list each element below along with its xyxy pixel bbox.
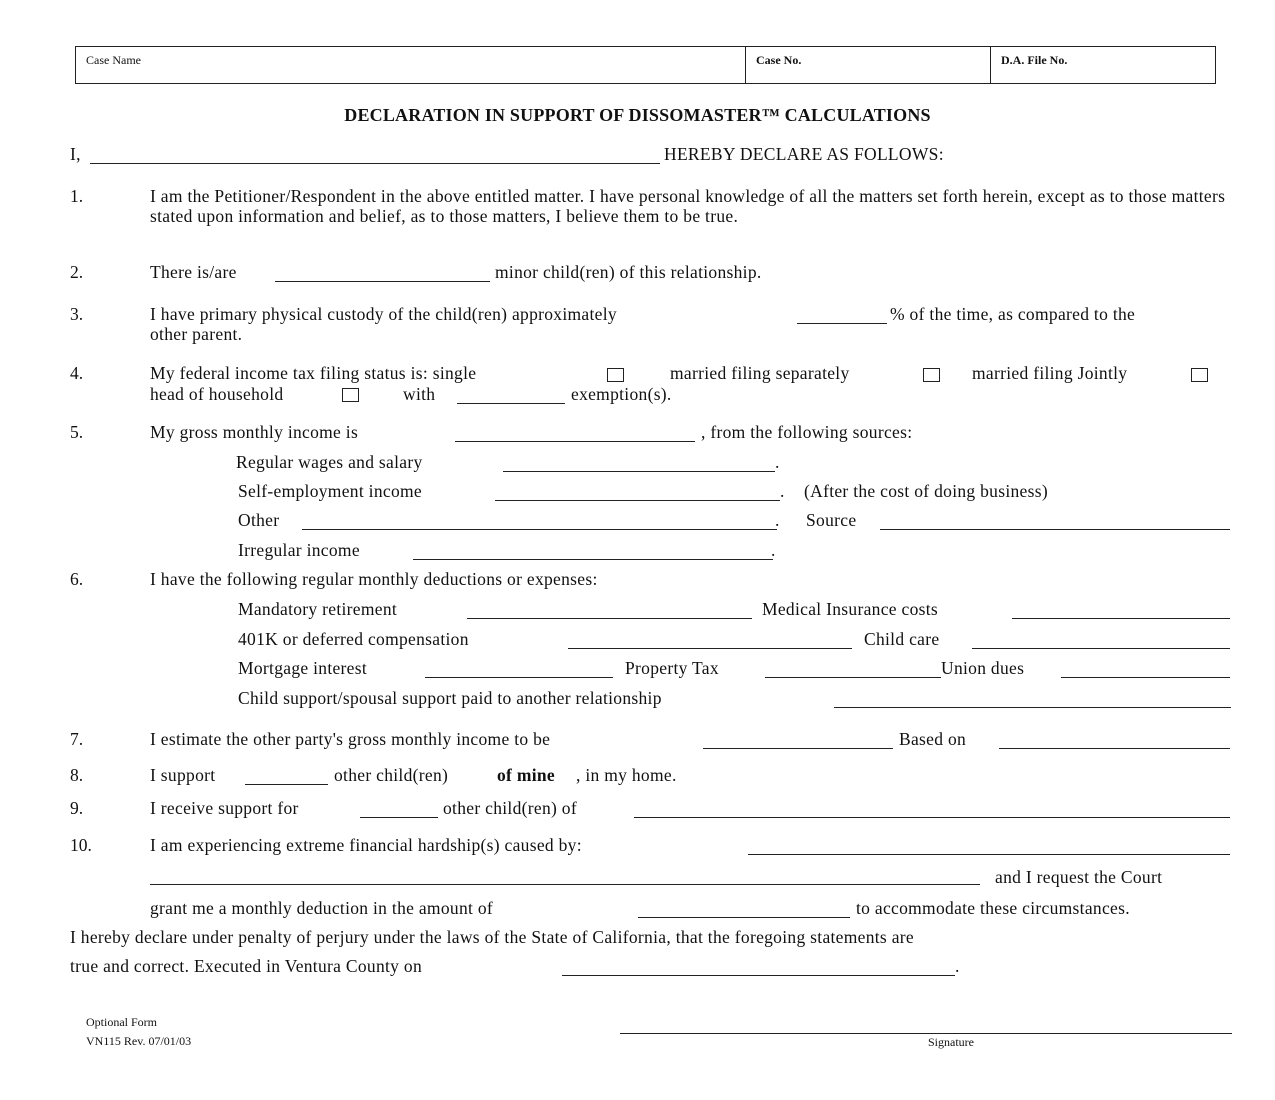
case-header-table bbox=[75, 46, 1216, 84]
irregular-income-period: . bbox=[771, 540, 776, 560]
item-6-text: I have the following regular monthly deductions or expenses: bbox=[150, 569, 598, 589]
item-5-text-a: My gross monthly income is bbox=[150, 422, 359, 442]
child-care-label: Child care bbox=[864, 629, 940, 649]
property-tax-line[interactable] bbox=[765, 677, 941, 678]
item-3-text-b: % of the time, as compared to the bbox=[890, 304, 1136, 324]
mortgage-interest-line[interactable] bbox=[425, 677, 613, 678]
hardship-cause-line-2[interactable] bbox=[150, 884, 980, 885]
other-parent-name-line[interactable] bbox=[634, 817, 1230, 818]
monthly-deduction-line[interactable] bbox=[638, 917, 850, 918]
custody-percent-line[interactable] bbox=[797, 323, 887, 324]
da-file-no-field[interactable] bbox=[990, 47, 1215, 83]
item-4-text-a: My federal income tax filing status is: single bbox=[150, 363, 477, 383]
other-income-period: . bbox=[775, 510, 780, 530]
item-10-text-b: and I request the Court bbox=[995, 867, 1163, 887]
item-10-text-d: to accommodate these circumstances. bbox=[856, 898, 1130, 918]
other-income-line[interactable] bbox=[302, 529, 777, 530]
exemptions-count-line[interactable] bbox=[457, 403, 565, 404]
minor-children-count-line[interactable] bbox=[275, 281, 490, 282]
item-2-text-b: minor child(ren) of this relationship. bbox=[495, 262, 762, 282]
self-employment-line[interactable] bbox=[495, 500, 780, 501]
item-3-text-c: other parent. bbox=[150, 324, 243, 344]
wages-label: Regular wages and salary bbox=[236, 452, 423, 472]
case-no-field[interactable] bbox=[745, 47, 990, 83]
form-number-label: VN115 Rev. 07/01/03 bbox=[86, 1034, 192, 1048]
union-dues-label: Union dues bbox=[941, 658, 1025, 678]
item-4-text-c: married filing Jointly bbox=[972, 363, 1128, 383]
child-care-line[interactable] bbox=[972, 648, 1230, 649]
item-6-number: 6. bbox=[70, 569, 84, 589]
case-name-label: Case Name bbox=[86, 53, 141, 67]
intro-prefix: I, bbox=[70, 144, 81, 164]
signature-line[interactable] bbox=[620, 1033, 1232, 1034]
mandatory-retirement-label: Mandatory retirement bbox=[238, 599, 398, 619]
case-name-field[interactable] bbox=[76, 47, 745, 83]
mortgage-interest-label: Mortgage interest bbox=[238, 658, 368, 678]
item-10-number: 10. bbox=[70, 835, 92, 855]
self-employment-label: Self-employment income bbox=[238, 481, 422, 501]
item-4-text-d: head of household bbox=[150, 384, 284, 404]
intro-suffix: HEREBY DECLARE AS FOLLOWS: bbox=[664, 144, 944, 164]
gross-income-line[interactable] bbox=[455, 441, 695, 442]
self-employment-note: (After the cost of doing business) bbox=[804, 481, 1048, 501]
wages-period: . bbox=[775, 452, 780, 472]
based-on-line[interactable] bbox=[999, 748, 1230, 749]
head-of-household-checkbox[interactable] bbox=[342, 388, 359, 402]
single-checkbox[interactable] bbox=[607, 368, 624, 382]
hardship-cause-line-1[interactable] bbox=[748, 854, 1230, 855]
item-8-text-d: , in my home. bbox=[576, 765, 677, 785]
perjury-statement-line-2: true and correct. Executed in Ventura County on bbox=[70, 956, 422, 976]
child-support-paid-label: Child support/spousal support paid to another relationship bbox=[238, 688, 662, 708]
irregular-income-line[interactable] bbox=[413, 559, 773, 560]
item-2-number: 2. bbox=[70, 262, 84, 282]
deferred-comp-line[interactable] bbox=[568, 648, 852, 649]
case-no-label: Case No. bbox=[756, 53, 802, 67]
deferred-comp-label: 401K or deferred compensation bbox=[238, 629, 469, 649]
item-7-text-a: I estimate the other party's gross monthly income to be bbox=[150, 729, 551, 749]
signature-label: Signature bbox=[928, 1035, 974, 1049]
item-1-number: 1. bbox=[70, 186, 84, 206]
medical-insurance-line[interactable] bbox=[1012, 618, 1230, 619]
item-3-text-a: I have primary physical custody of the child(ren) approximately bbox=[150, 304, 617, 324]
item-4-number: 4. bbox=[70, 363, 84, 383]
item-5-number: 5. bbox=[70, 422, 84, 442]
children-receiving-support-line[interactable] bbox=[360, 817, 438, 818]
optional-form-label: Optional Form bbox=[86, 1015, 157, 1029]
other-income-label: Other bbox=[238, 510, 280, 530]
item-8-text-b: other child(ren) bbox=[334, 765, 449, 785]
item-4-text-b: married filing separately bbox=[670, 363, 850, 383]
source-label: Source bbox=[806, 510, 857, 530]
item-8-text-c: of mine bbox=[497, 765, 555, 785]
item-7-number: 7. bbox=[70, 729, 84, 749]
item-10-text-c: grant me a monthly deduction in the amount of bbox=[150, 898, 494, 918]
item-7-text-b: Based on bbox=[899, 729, 967, 749]
item-8-number: 8. bbox=[70, 765, 84, 785]
medical-insurance-label: Medical Insurance costs bbox=[762, 599, 939, 619]
item-9-text-b: other child(ren) of bbox=[443, 798, 577, 818]
self-employment-period: . bbox=[780, 481, 785, 501]
perjury-statement-line-1: I hereby declare under penalty of perjury under the laws of the State of California, that the foregoing statements are bbox=[70, 927, 914, 947]
item-4-text-f: exemption(s). bbox=[571, 384, 672, 404]
property-tax-label: Property Tax bbox=[625, 658, 719, 678]
execution-date-line[interactable] bbox=[562, 975, 955, 976]
declarant-name-line[interactable] bbox=[90, 163, 660, 164]
item-9-number: 9. bbox=[70, 798, 84, 818]
mandatory-retirement-line[interactable] bbox=[467, 618, 752, 619]
form-title: DECLARATION IN SUPPORT OF DISSOMASTER™ CALCULATIONS bbox=[344, 105, 931, 125]
execution-date-period: . bbox=[955, 956, 960, 976]
union-dues-line[interactable] bbox=[1061, 677, 1230, 678]
irregular-income-label: Irregular income bbox=[238, 540, 360, 560]
other-children-supported-line[interactable] bbox=[245, 784, 328, 785]
other-party-income-line[interactable] bbox=[703, 748, 893, 749]
item-2-text-a: There is/are bbox=[150, 262, 237, 282]
married-separately-checkbox[interactable] bbox=[923, 368, 940, 382]
item-9-text-a: I receive support for bbox=[150, 798, 299, 818]
item-10-text-a: I am experiencing extreme financial hardship(s) caused by: bbox=[150, 835, 582, 855]
item-4-text-e: with bbox=[403, 384, 436, 404]
married-jointly-checkbox[interactable] bbox=[1191, 368, 1208, 382]
item-3-number: 3. bbox=[70, 304, 84, 324]
source-line[interactable] bbox=[880, 529, 1230, 530]
da-file-no-label: D.A. File No. bbox=[1001, 53, 1068, 67]
item-1-text: I am the Petitioner/Respondent in the above entitled matter. I have personal knowledge of all the matters set forth herein, except as to those matters stated upon information and belief, as to those matters, I believe them to be true. bbox=[150, 186, 1226, 226]
item-8-text-a: I support bbox=[150, 765, 216, 785]
wages-line[interactable] bbox=[503, 471, 775, 472]
item-5-text-b: , from the following sources: bbox=[701, 422, 913, 442]
child-support-paid-line[interactable] bbox=[834, 707, 1231, 708]
